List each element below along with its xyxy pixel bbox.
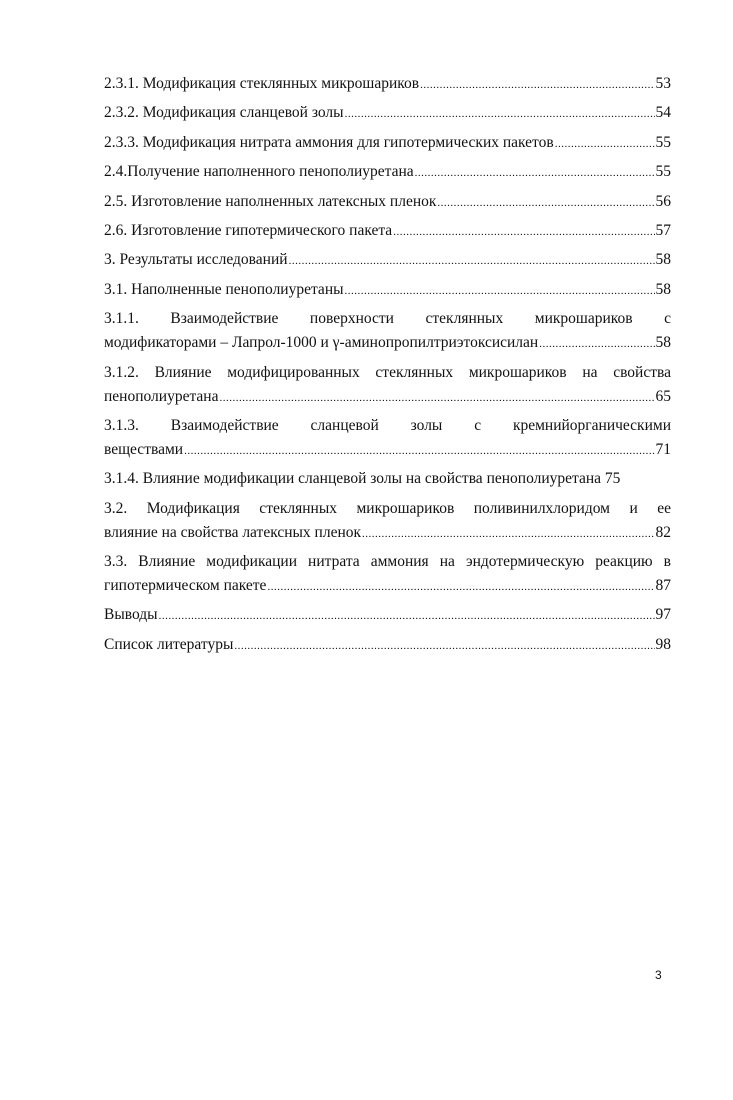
toc-entry-title: 2.5. Изготовление наполненных латексных пленок bbox=[104, 192, 437, 210]
toc-entry-title: 3.1. Наполненные пенополиуретаны bbox=[104, 280, 344, 298]
toc-entry bbox=[104, 361, 671, 409]
toc-leader-dots bbox=[415, 161, 655, 185]
toc-leader-dots bbox=[420, 73, 654, 97]
toc-entry-title: 2.3.3. Модификация нитрата аммония для гипотермических пакетов bbox=[104, 133, 554, 151]
toc-entry-title-line2: веществами bbox=[104, 440, 184, 458]
toc-entry-title-line2: модификаторами – Лапрол-1000 и γ-аминопропилтриэтоксисилан bbox=[104, 334, 539, 352]
toc-entry-page: 98 bbox=[655, 635, 671, 653]
toc-leader-dots bbox=[220, 386, 655, 410]
page-number: 3 bbox=[655, 968, 662, 982]
toc-leader-dots bbox=[159, 604, 655, 628]
toc-entry bbox=[104, 219, 671, 243]
toc-leader-dots bbox=[437, 191, 654, 215]
toc-entry-title-line1: 3.1.2. Влияние модифицированных стеклянных микрошариков на свойства bbox=[104, 363, 671, 381]
toc-entry bbox=[104, 278, 671, 302]
toc-entry bbox=[104, 307, 671, 355]
toc-entry-title: 3.1.4. Влияние модификации сланцевой золы на свойства пенополиуретана 75 bbox=[104, 470, 621, 488]
toc-entry-title: 2.4.Получение наполненного пенополиуретана bbox=[104, 163, 414, 181]
toc-entry-title-line2: гипотермическом пакете bbox=[104, 577, 267, 595]
toc-entry bbox=[104, 633, 671, 657]
toc-entry-page: 58 bbox=[655, 334, 671, 352]
toc-entry bbox=[104, 101, 671, 125]
toc-entry bbox=[104, 248, 671, 272]
toc-leader-dots bbox=[555, 132, 655, 156]
toc-entry-page: 57 bbox=[655, 221, 671, 239]
toc-entry bbox=[104, 160, 671, 184]
toc-entry-page: 97 bbox=[655, 606, 671, 624]
toc-entry bbox=[104, 603, 671, 627]
toc-entry-title: 2.3.1. Модификация стеклянных микрошариков bbox=[104, 75, 420, 92]
toc-entry-title-line2: пенополиуретана bbox=[104, 387, 219, 405]
toc-entry-title: 3. Результаты исследований bbox=[104, 251, 288, 269]
toc-leader-dots bbox=[234, 634, 654, 658]
toc-leader-dots bbox=[345, 279, 655, 303]
toc-entry-page: 55 bbox=[655, 163, 671, 181]
toc-entry-title: 2.3.2. Модификация сланцевой золы bbox=[104, 104, 344, 122]
toc-entry bbox=[104, 550, 671, 598]
toc-entry-title-line1: 3.2. Модификация стеклянных микрошариков поливинилхлоридом и ее bbox=[104, 499, 671, 517]
toc-entry-page: 58 bbox=[655, 251, 671, 269]
toc-entry-page: 55 bbox=[655, 133, 671, 151]
toc-leader-dots bbox=[362, 522, 654, 546]
toc-entry bbox=[104, 131, 671, 155]
toc-entry-page: 71 bbox=[655, 440, 671, 458]
toc-leader-dots bbox=[539, 332, 654, 356]
toc-entry-title-line1: 3.3. Влияние модификации нитрата аммония на эндотермическую реакцию в bbox=[104, 553, 671, 571]
toc-leader-dots bbox=[184, 439, 654, 463]
toc-entry-title: 2.6. Изготовление гипотермического пакета bbox=[104, 221, 393, 239]
toc-leader-dots bbox=[393, 220, 654, 244]
toc-leader-dots bbox=[345, 102, 655, 126]
toc-entry-page: 56 bbox=[655, 192, 671, 210]
toc-entry-page: 82 bbox=[655, 523, 671, 541]
toc-entry-title-line1: 3.1.1. Взаимодействие поверхности стеклянных микрошариков с bbox=[104, 310, 671, 328]
toc-entry bbox=[104, 497, 671, 545]
toc-entry bbox=[104, 72, 671, 96]
table-of-contents bbox=[104, 72, 671, 662]
toc-entry-page: 54 bbox=[655, 104, 671, 122]
toc-entry-page: 53 bbox=[655, 75, 671, 92]
toc-entry-page: 65 bbox=[655, 387, 671, 405]
toc-leader-dots bbox=[289, 249, 655, 273]
toc-entry-title: Список литературы bbox=[104, 635, 234, 653]
toc-entry-title-line2: влияние на свойства латексных пленок bbox=[104, 523, 362, 541]
toc-entry bbox=[104, 467, 671, 491]
toc-leader-dots bbox=[267, 575, 654, 599]
toc-entry-page: 87 bbox=[655, 577, 671, 595]
toc-entry bbox=[104, 414, 671, 462]
toc-entry bbox=[104, 190, 671, 214]
toc-entry-title: Выводы bbox=[104, 606, 158, 624]
toc-entry-title-line1: 3.1.3. Взаимодействие сланцевой золы с кремнийорганическими bbox=[104, 416, 671, 434]
toc-entry-page: 58 bbox=[655, 280, 671, 298]
